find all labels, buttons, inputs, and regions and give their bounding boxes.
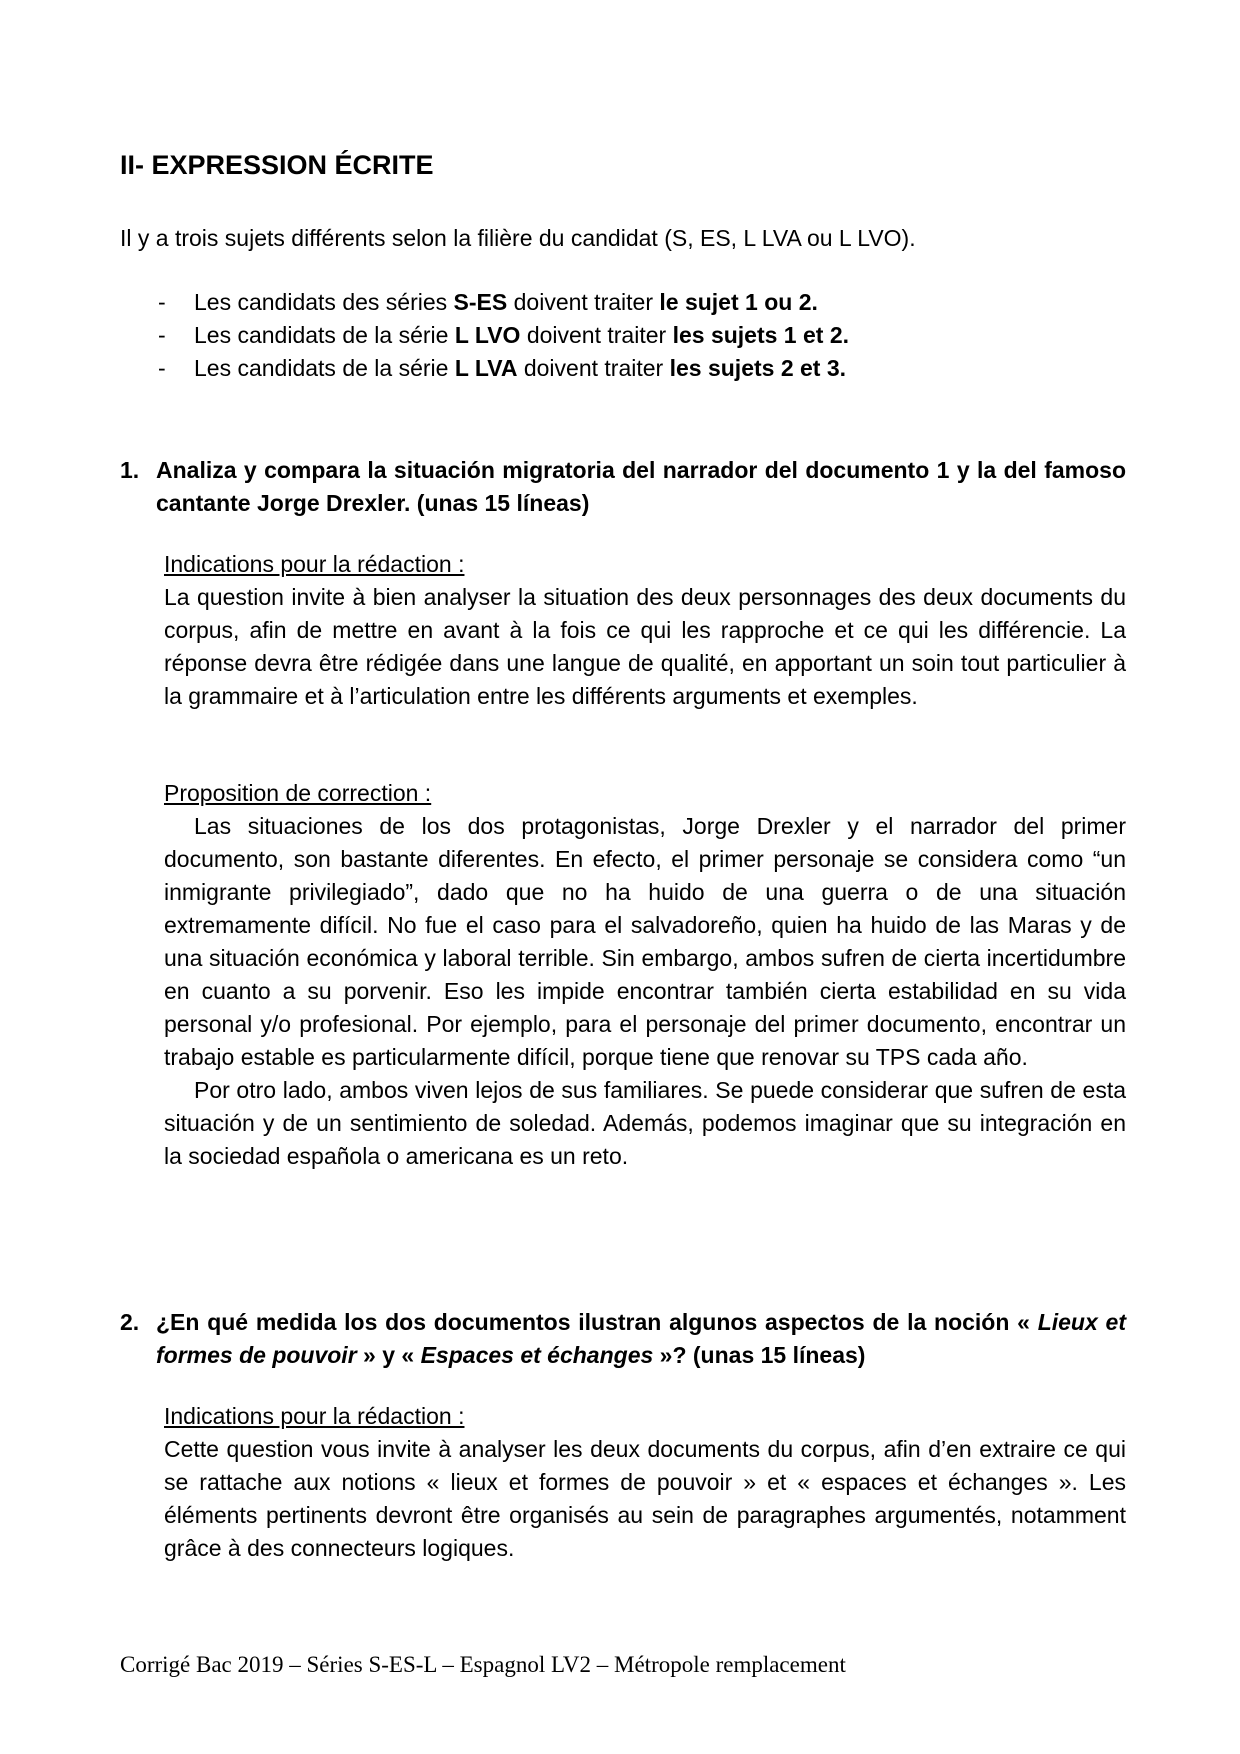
intro-paragraph: Il y a trois sujets différents selon la filière du candidat (S, ES, L LVA ou L LVO).: [120, 225, 916, 251]
correction-label: Proposition de correction :: [164, 780, 432, 806]
rule-text: Les candidats de la série: [194, 322, 455, 348]
question-number: 1.: [120, 457, 140, 483]
q1-indications: [164, 548, 1126, 713]
rule-item: [158, 286, 849, 319]
indications-text: La question invite à bien analyser la situation des deux personnages des deux documents du corpus, afin de mettre en avant à la fois ce qui les rapproche et ce qui les différencie. La réponse devra être rédigée dans une langue de qualité, en apportant un soin tout particulier à la grammaire et à l’articulation entre les différents arguments et exemples.: [164, 584, 1126, 709]
list-dash: -: [158, 322, 166, 348]
rule-text: Les candidats des séries: [194, 289, 454, 315]
question-1: [120, 454, 1126, 520]
rule-subjects: le sujet 1 ou 2.: [659, 289, 818, 315]
section-title: II- EXPRESSION ÉCRITE: [120, 150, 434, 180]
question-number: 2.: [120, 1309, 140, 1335]
correction-paragraph: Las situaciones de los dos protagonistas, Jorge Drexler y el narrador del primer documento, son bastante diferentes. En efecto, el primer personaje se considera como “un inmigrante privilegiado”, dado que no ha huido de una guerra o de una situación extremamente difícil. No fue el caso para el salvadoreño, quien ha huido de las Maras y de una situación económica y laboral terrible. Sin embargo, ambos sufren de cierta incertidumbre en cuanto a su porvenir. Eso les impide encontrar también cierta estabilidad en su vida personal y/o profesional. Por ejemplo, para el personaje del primer documento, encontrar un trabajo estable es particularmente difícil, porque tiene que renovar su TPS cada año.: [164, 813, 1126, 1070]
indications-label: Indications pour la rédaction :: [164, 551, 465, 577]
question-2: [120, 1306, 1126, 1372]
rule-series: L LVA: [454, 355, 518, 381]
rule-subjects: les sujets 1 et 2.: [672, 322, 850, 348]
indications-label: Indications pour la rédaction :: [164, 1403, 465, 1429]
list-dash: -: [158, 355, 166, 381]
q2-indications: [164, 1400, 1126, 1565]
page-footer: Corrigé Bac 2019 – Séries S-ES-L – Espagnol LV2 – Métropole remplacement: [120, 1652, 846, 1677]
rule-subjects: les sujets 2 et 3.: [669, 355, 847, 381]
rule-text: Les candidats de la série: [194, 355, 455, 381]
notion-title: Lieux et formes de pouvoir: [156, 1309, 1126, 1368]
notion-title: Espaces et échanges: [420, 1342, 654, 1368]
rule-item: [158, 319, 849, 352]
candidate-rules-list: [158, 286, 849, 385]
rule-series: L LVO: [454, 322, 521, 348]
indications-text: Cette question vous invite à analyser les deux documents du corpus, afin d’en extraire ce qui se rattache aux notions « lieux et formes de pouvoir » et « espaces et échanges ». Les éléments pertinents devront être organisés au sein de paragraphes argumentés, notamment grâce à des connecteurs logiques.: [164, 1436, 1126, 1561]
rule-text: doivent traiter: [507, 289, 660, 315]
rule-text: doivent traiter: [520, 322, 673, 348]
question-text: ¿En qué medida los dos documentos ilustran algunos aspectos de la noción « Lieux et formes de pouvoir » y « Espaces et échanges »? (unas 15 líneas): [156, 1309, 1126, 1368]
rule-series: S-ES: [453, 289, 508, 315]
rule-text: doivent traiter: [517, 355, 670, 381]
correction-paragraph: Por otro lado, ambos viven lejos de sus familiares. Se puede considerar que sufren de esta situación y de un sentimiento de soledad. Además, podemos imaginar que su integración en la sociedad española o americana es un reto.: [164, 1077, 1126, 1169]
q1-correction: [164, 777, 1126, 1173]
rule-item: [158, 352, 849, 385]
list-dash: -: [158, 289, 166, 315]
question-text: Analiza y compara la situación migratoria del narrador del documento 1 y la del famoso cantante Jorge Drexler. (unas 15 líneas): [156, 457, 1126, 516]
